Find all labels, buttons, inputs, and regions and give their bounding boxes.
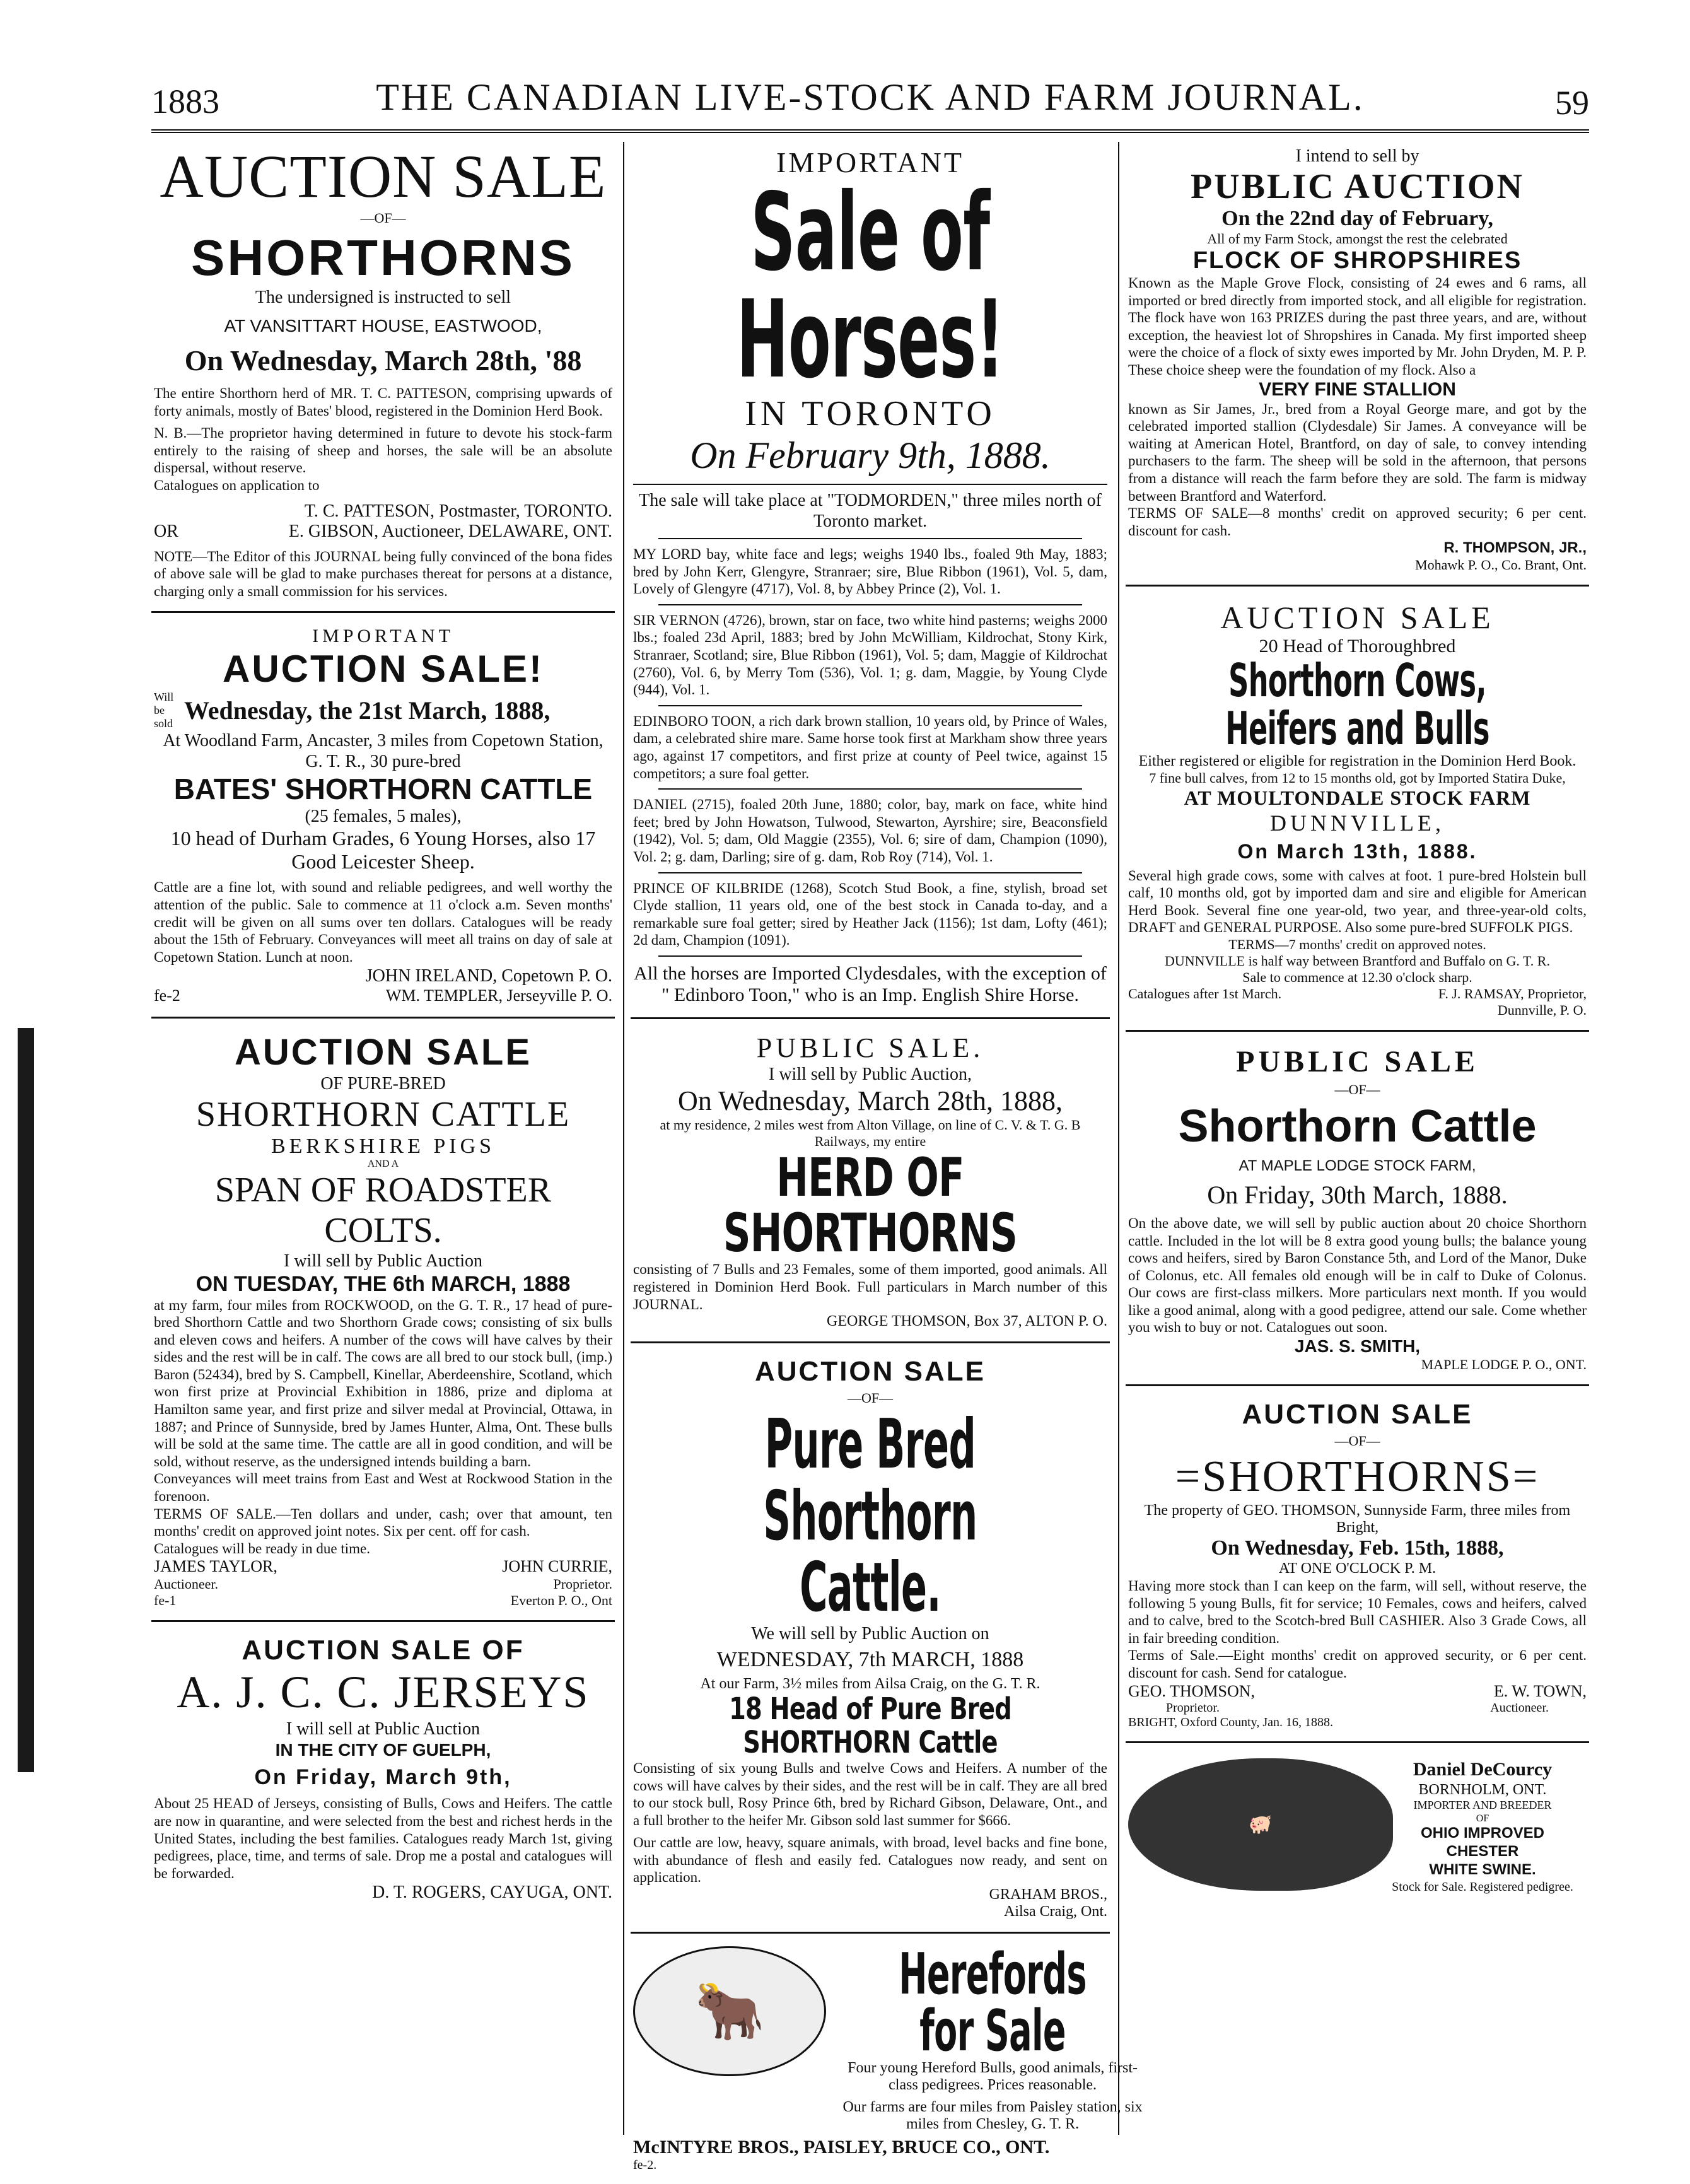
ad-text: known as Sir James, Jr., bred from a Royal George mare, and got by the celebrated imported stallion (Clydesdale) Sir James. A conveyance will be waiting at American Hotel, Brantford, on day of sale, to convey intending purchasers to the farm. The sheep will be sold in the afternoon, that persons from a distance will reach the farm before they are sold. The farm is midway between Brantford and Waterford.	[1128, 400, 1587, 504]
ad-line: I will sell by Public Auction,	[769, 1064, 972, 1084]
ad-date: Wednesday, the 21st March, 1888,	[184, 696, 551, 725]
ad-text: TERMS OF SALE—8 months' credit on approved security; 6 per cent. discount for cash.	[1128, 505, 1587, 539]
ad-subheading: FLOCK OF SHROPSHIRES	[1192, 247, 1522, 274]
ad-heading: Herefords for Sale	[899, 1941, 1087, 2065]
ad-text: About 25 HEAD of Jerseys, consisting of Bulls, Cows and Heifers. The cattle are now in quarantine, and were selected from the best and richest herds in the United States, including the best families. Catalogues ready March 1st, giving pedigrees, place, time, and terms of sale. Drop me a postal and catalogues will be forwarded.	[154, 1796, 612, 1881]
ad-chester-swine	[1126, 1752, 1589, 1937]
ad-signature: T. C. PATTESON, Postmaster, TORONTO.	[304, 501, 612, 521]
ad-text: The entire Shorthorn herd of MR. T. C. PATTESON, comprising upwards of forty animals, mostly of Bates' blood, registered in the Dominion Herd Book.	[154, 385, 612, 419]
ad-line: AT ONE O'CLOCK P. M.	[1278, 1560, 1436, 1577]
ad-role: Proprietor.	[553, 1576, 612, 1592]
ad-guelph-jerseys	[151, 1631, 615, 1914]
ad-signature: F. J. RAMSAY, Proprietor,	[1438, 985, 1587, 1001]
ad-role: Auctioneer.	[154, 1576, 219, 1592]
ad-line: Either registered or eligible for registration in the Dominion Herd Book.	[1138, 752, 1576, 769]
journal-title: THE CANADIAN LIVE-STOCK AND FARM JOURNAL.	[376, 76, 1365, 118]
ad-text: Consisting of six young Bulls and twelve Cows and Heifers. A number of the cows will have calves by their sides, and the rest will be in calf. They are all bred to our stock bull, Rosy Prince 6th, bred by Richard Gibson, Delaware, Ont., and a full brother to the heifer Mr. Gibson sold last summer for $666.	[633, 1760, 1107, 1828]
ad-heading: PUBLIC SALE.	[756, 1032, 984, 1063]
ad-line: AND A	[367, 1159, 399, 1170]
ad-note: NOTE—The Editor of this JOURNAL being fully convinced of the bona fides of above sale will be glad to make purchases thereat for persons at a distance, charging only a small commission for his services.	[154, 548, 612, 599]
ad-text: N. B.—The proprietor having determined in future to devote his stock-farm entirely to the raising of sheep and horses, the sale will be an absolute dispersal, without reserve.	[154, 425, 612, 476]
column-left	[151, 142, 615, 2135]
ad-address: MAPLE LODGE P. O., ONT.	[1421, 1357, 1587, 1373]
ad-subheading: BERKSHIRE PIGS	[271, 1135, 496, 1159]
ad-horses-toronto	[631, 142, 1110, 1019]
ad-text: at my farm, four miles from ROCKWOOD, on the G. T. R., 17 head of pure-bred Shorthorn Cattle and two Shorthorn Grade cows; consisting of six bulls and eleven cows and heifers. A number of the cows will have calves by their sides and the rest will be in calf. The cows are all bred to our stock bull, (imp.) Baron (52434), bred by S. Campbell, Kinellar, Aberdeenshire, Scotland, which won first prize at Provincial Exhibition in 1886, prize and diploma at Hamilton same year, and first prize and silver medal at Provincial, Ottawa, in 1887; and Prince of Sunnyside, bred by James Hunter, Alma, Ont. These bulls will be sold at the same time. The cattle are all in good condition, and will be sold, without reserve, as the undersigned intends building a barn.	[154, 1297, 612, 1469]
horse-entry: PRINCE OF KILBRIDE (1268), Scotch Stud Book, a fine, stylish, broad set Clyde stallion, 11 years old, one of the best stock in Canada to-day, and a remarkable sure foal getter; sired by Heather Jack (1156); 1st dam, Lofty (461); 2d dam, Champion (1091).	[633, 880, 1107, 949]
header-year: 1883	[151, 83, 219, 120]
ad-subheading: =SHORTHORNS=	[1175, 1452, 1540, 1502]
ad-subheading: SHORTHORN CATTLE	[195, 1095, 571, 1135]
ad-text: TERMS OF SALE.—Ten dollars and under, cash; over that amount, ten months' credit on approved joint notes. Six per cent. off for cash.	[154, 1505, 612, 1539]
ad-willbe: Will be sold	[154, 691, 174, 730]
breeder-line: IMPORTER AND BREEDER	[1413, 1799, 1552, 1812]
ad-text: Sale to commence at 12.30 o'clock sharp.	[1242, 969, 1472, 985]
ad-address: Mohawk P. O., Co. Brant, Ont.	[1415, 557, 1587, 573]
column-divider	[623, 142, 624, 2135]
ad-address: Everton P. O., Ont	[510, 1592, 612, 1609]
ad-date: On Wednesday, Feb. 15th, 1888,	[1211, 1536, 1504, 1560]
ad-location: AT MAPLE LODGE STOCK FARM,	[1238, 1157, 1476, 1174]
ad-line: The undersigned is instructed to sell	[255, 287, 511, 307]
scan-edge-mark	[18, 1028, 34, 1772]
ad-signature: GEO. THOMSON,	[1128, 1681, 1256, 1700]
ad-subheading: 18 Head of Pure Bred SHORTHORN Cattle	[729, 1691, 1011, 1761]
ad-subheading: BATES' SHORTHORN CATTLE	[173, 773, 593, 806]
ad-text: Conveyances will meet trains from East and West at Rockwood Station in the forenoon.	[154, 1471, 612, 1505]
ad-text: Our farms are four miles from Paisley station, six miles from Chesley, G. T. R.	[842, 2099, 1143, 2133]
ad-subheading: IN TORONTO	[745, 394, 996, 433]
ad-text: All the horses are Imported Clydesdales, with the exception of " Edinboro Toon," who is an Imp. English Shire Horse.	[634, 962, 1107, 1005]
ad-line: Catalogues after 1st March.	[1128, 985, 1282, 1001]
ad-vansittart	[151, 142, 615, 613]
breeder-line: Stock for Sale. Registered pedigree.	[1392, 1879, 1573, 1894]
ad-rockwood	[151, 1027, 615, 1622]
ad-signature: JOHN CURRIE,	[502, 1557, 612, 1576]
ad-maple-lodge	[1126, 1041, 1589, 1386]
ad-date: On February 9th, 1888.	[690, 435, 1051, 476]
ad-line: I intend to sell by	[1295, 146, 1419, 166]
ad-date: WEDNESDAY, 7th MARCH, 1888	[716, 1648, 1024, 1672]
ad-line: at my residence, 2 miles west from Alton Village, on line of C. V. & T. G. B Railways, my entire	[660, 1116, 1081, 1149]
ad-of: —OF—	[847, 1390, 894, 1406]
ad-text: Catalogues on application to	[154, 477, 320, 493]
ad-moultondale	[1126, 595, 1589, 1032]
breeder-line: OF	[1476, 1813, 1489, 1825]
ad-address: BRIGHT, Oxford County, Jan. 16, 1888.	[1128, 1715, 1333, 1729]
ad-line: At Woodland Farm, Ancaster, 3 miles from Copetown Station, G. T. R., 30 pure-bred	[163, 731, 603, 772]
ad-subheading: VERY FINE STALLION	[1259, 378, 1456, 400]
ad-text: Several high grade cows, some with calves at foot. 1 pure-bred Holstein bull calf, 10 months old, got by imported dam and sire and eligible for American Herd Book. Several fine one year-old, two year, and three-year-old colts, DRAFT and GENERAL PURPOSE. Also some pure-bred SUFFOLK PIGS.	[1128, 867, 1587, 936]
ad-line: (25 females, 5 males),	[305, 807, 462, 827]
bull-head-icon: 🐂	[633, 1946, 826, 2076]
ad-heading: PUBLIC AUCTION	[1191, 167, 1524, 207]
ad-text: Terms of Sale.—Eight months' credit on approved security, or 6 per cent. discount for cash. Send for catalogue.	[1128, 1647, 1587, 1681]
ad-code: fe-2.	[633, 2158, 657, 2173]
ad-date: On Friday, 30th March, 1888.	[1207, 1180, 1508, 1209]
ad-heading: AUCTION SALE	[1220, 600, 1495, 636]
header-rule	[151, 129, 1589, 136]
ad-ailsa-craig	[631, 1352, 1110, 1934]
ad-subheading: SPAN OF ROADSTER COLTS.	[214, 1171, 552, 1251]
ad-signature: E. W. TOWN,	[1493, 1681, 1587, 1700]
ad-line: The property of GEO. THOMSON, Sunnyside Farm, three miles from Bright,	[1144, 1502, 1571, 1536]
ad-text: TERMS—7 months' credit on approved notes.	[1228, 936, 1486, 952]
horse-entry: EDINBORO TOON, a rich dark brown stallion, 10 years old, by Prince of Wales, dam, a celebrated shire mare. Same horse took first at Markham show three years ago, against 17 competitors, and first prize at county of Peel twice, against 15 competitors; a sure foal getter.	[633, 713, 1107, 781]
ad-heading: AUCTION SALE	[160, 143, 607, 210]
breeder-address: BORNHOLM, ONT.	[1418, 1781, 1547, 1798]
ad-signature: JOHN IRELAND, Copetown P. O.	[365, 966, 612, 986]
column-divider	[1118, 142, 1119, 2135]
ad-line: At our Farm, 3½ miles from Ailsa Craig, on the G. T. R.	[700, 1676, 1040, 1693]
ad-kicker: IMPORTANT	[776, 146, 964, 178]
ad-code: fe-2	[154, 986, 180, 1005]
ad-heading: Sale of Horses!	[736, 170, 1005, 402]
breeder-name: Daniel DeCourcy	[1413, 1758, 1553, 1780]
ad-location: DUNNVILLE,	[1270, 810, 1445, 836]
ad-heading: AUCTION SALE!	[223, 648, 544, 691]
ad-subheading: Shorthorn Cattle	[1178, 1101, 1537, 1152]
breed-name: CHESTER	[1446, 1843, 1519, 1860]
ad-signature: McINTYRE BROS., PAISLEY, BRUCE CO., ONT.	[633, 2137, 1050, 2158]
breed-name: WHITE SWINE.	[1429, 1860, 1536, 1878]
ad-date: On the 22nd day of February,	[1221, 207, 1493, 231]
ad-location: IN THE CITY OF GUELPH,	[275, 1740, 491, 1760]
ad-line: OF PURE-BRED	[320, 1074, 446, 1094]
ad-of: —OF—	[360, 209, 406, 226]
ad-shropshires	[1126, 142, 1589, 587]
ad-text: Having more stock than I can keep on the farm, will sell, without reserve, the following 5 young Bulls, fit for service; 10 Females, cows and heifers, calved and to calve, bred to the Scotch-bred Bull CASHIER. Also 3 Grade Cows, all in fair breeding condition.	[1128, 1578, 1587, 1646]
ad-signature: E. GIBSON, Auctioneer, DELAWARE, ONT.	[288, 521, 612, 541]
ad-date: ON TUESDAY, THE 6th MARCH, 1888	[195, 1271, 571, 1296]
ad-location: AT MOULTONDALE STOCK FARM	[1184, 786, 1531, 809]
ad-of: —OF—	[1334, 1433, 1380, 1449]
ad-text: Four young Hereford Bulls, good animals, first-class pedigrees. Prices reasonable.	[848, 2060, 1138, 2094]
ad-date: On March 13th, 1888.	[1237, 839, 1477, 863]
ad-signature: WM. TEMPLER, Jerseyville P. O.	[385, 986, 612, 1005]
ad-woodland-farm	[151, 622, 615, 1019]
ad-address: Dunnville, P. O.	[1497, 1001, 1587, 1018]
ad-herefords	[631, 1941, 1143, 2184]
ad-role: Proprietor.	[1166, 1700, 1220, 1715]
ad-or: OR	[154, 521, 178, 541]
ad-signature: R. THOMPSON, JR.,	[1443, 539, 1587, 557]
ad-address: Ailsa Craig, Ont.	[1004, 1903, 1107, 1920]
ad-text: On the above date, we will sell by public auction about 20 choice Shorthorn cattle. Included in the lot will be 8 extra good young bulls; the balance young cows and heifers, sired by Baron Constance 5th, and Lord of the Manor, Duke of Colonus, etc. All females old enough will be in calf to Duke of Colonus. Our cows are first-class milkers. More particulars next month. If you would like a good animal, along with a good pedigree, attend our sale. Come whether you wish to buy or not. Catalogues out soon.	[1128, 1215, 1587, 1336]
ad-signature: GRAHAM BROS.,	[989, 1886, 1107, 1903]
ad-location: AT VANSITTART HOUSE, EASTWOOD,	[224, 315, 542, 336]
ad-date: On Friday, March 9th,	[254, 1765, 512, 1790]
ad-kicker: IMPORTANT	[312, 626, 454, 647]
ad-line: I will sell by Public Auction	[284, 1251, 482, 1271]
ad-heading: AUCTION SALE	[755, 1356, 986, 1387]
ad-heading: AUCTION SALE	[1242, 1399, 1473, 1430]
ad-subheading: A. J. C. C. JERSEYS	[177, 1667, 590, 1718]
ad-signature: JAMES TAYLOR,	[154, 1557, 277, 1576]
hog-icon: 🐖	[1128, 1758, 1393, 1891]
ad-code: fe-1	[154, 1592, 177, 1609]
page-header	[151, 69, 1589, 132]
horse-entry: DANIEL (2715), foaled 20th June, 1880; color, bay, mark on face, white hind feet; bred by John Howatson, Tulwood, Stewarton, Ayrshire; sire, Beaconsfield (1942), Vol. 5; dam, Old Maggie (2355), Vol. 6; sire of dam, Champion (1090), Vol. 2; g. dam, Darling; sire of g. dam, Rob Roy (714), Vol. 1.	[633, 797, 1107, 865]
ad-line: All of my Farm Stock, amongst the rest the celebrated	[1207, 231, 1508, 247]
ad-heading: AUCTION SALE	[235, 1032, 532, 1073]
ad-alton	[631, 1028, 1110, 1343]
ad-text: Catalogues will be ready in due time.	[154, 1540, 370, 1556]
ad-heading: PUBLIC SALE	[1236, 1044, 1479, 1078]
page-number: 59	[1555, 84, 1589, 122]
ad-line: 7 fine bull calves, from 12 to 15 months old, got by Imported Statira Duke,	[1149, 769, 1566, 786]
ad-line: I will sell at Public Auction	[286, 1719, 481, 1739]
ad-sunnyside	[1126, 1395, 1589, 1743]
ad-date: On Wednesday, March 28th, '88	[184, 344, 582, 377]
ad-line: We will sell by Public Auction on	[751, 1624, 989, 1644]
ad-line: 20 Head of Thoroughbred	[1259, 636, 1456, 657]
ad-subheading: Shorthorn Cows, Heifers and Bulls	[1225, 654, 1489, 755]
ad-text: Cattle are a fine lot, with sound and reliable pedigrees, and well worthy the attention of the public. Sale to commence at 11 o'clock a.m. Seven months' credit will be given on all sums over ten dollars. Catalogues will be ready about the 15th of February. Conveyances will meet all trains on day of sale at Copetown Station. Lunch at noon.	[154, 879, 612, 965]
horse-entry: MY LORD bay, white face and legs; weighs 1940 lbs., foaled 9th May, 1883; bred by John Kerr, Glengyre, Stranraer; sire, Blue Ribbon (1961), Vol. 5, dam, Lovely of Glengyre (4717), Vol. 8, by Abbey Prince (2), Vol. 1.	[633, 546, 1107, 597]
ad-signature: JAS. S. SMITH,	[1294, 1336, 1421, 1357]
column-right	[1126, 142, 1589, 2135]
ad-subheading: Pure Bred Shorthorn Cattle.	[763, 1405, 977, 1627]
ad-subheading: HERD OF SHORTHORNS	[723, 1146, 1018, 1264]
ad-of: —OF—	[1334, 1081, 1380, 1097]
ad-subheading: SHORTHORNS	[191, 229, 575, 286]
ad-text: The sale will take place at "TODMORDEN," three miles north of Toronto market.	[633, 484, 1107, 532]
ad-line: 10 head of Durham Grades, 6 Young Horses, also 17 Good Leicester Sheep.	[170, 827, 596, 873]
ad-text: consisting of 7 Bulls and 23 Females, some of them imported, good animals. All registered in Dominion Herd Book. Full particulars in March number of this JOURNAL.	[633, 1261, 1107, 1312]
horse-entry: SIR VERNON (4726), brown, star on face, two white hind pasterns; weighs 2000 lbs.; foaled 23d April, 1883; bred by John McWilliam, Kildrochat, Stony Kirk, Stranraer, Scotland; sire, Blue Ribbon (1961), Vol. 5; dam, Maggie of Kildrochat (2760), Vol. 6, by Merry Tom (536), Vol. 1; g. dam, Maggie, by Young Clyde (944), Vol. 1.	[633, 612, 1107, 698]
ad-text: Known as the Maple Grove Flock, consisting of 24 ewes and 6 rams, all imported or bred directly from imported stock, and all eligible for registration. The flock have won 163 PRIZES during the past three years, and are, without exception, the heaviest lot of Shropshires in Canada. My first imported sheep were the choice of a flock of sixty ewes imported by Mr. John Dryden, M. P. P. These choice sheep were the foundation of my flock. Also a	[1128, 275, 1587, 378]
column-middle	[631, 142, 1143, 2173]
ad-heading: AUCTION SALE OF	[242, 1635, 525, 1666]
ad-signature: GEORGE THOMSON, Box 37, ALTON P. O.	[827, 1313, 1107, 1330]
ad-date: On Wednesday, March 28th, 1888,	[678, 1085, 1063, 1116]
breed-name: OHIO IMPROVED	[1420, 1825, 1545, 1842]
ad-role: Auctioneer.	[1490, 1700, 1549, 1715]
ad-text: Our cattle are low, heavy, square animals, with broad, level backs and fine bone, with abundance of flesh and easily fed. Catalogues now ready, and sent on application.	[633, 1835, 1107, 1886]
ad-text: DUNNVILLE is half way between Brantford and Buffalo on G. T. R.	[1165, 952, 1550, 969]
ad-signature: D. T. ROGERS, CAYUGA, ONT.	[372, 1883, 612, 1903]
